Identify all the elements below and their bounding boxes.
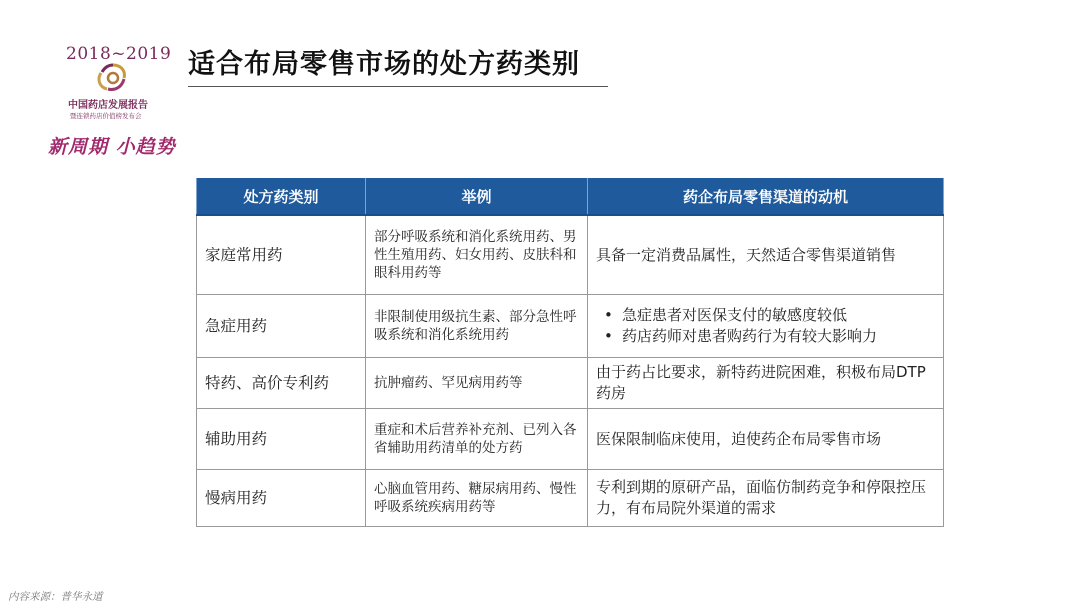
header-category: 处方药类别	[197, 178, 366, 215]
examples-cell: 非限制使用级抗生素、部分急性呼吸系统和消化系统用药	[366, 295, 588, 358]
category-cell: 特药、高价专利药	[197, 358, 366, 409]
slogan: 新周期 小趋势	[48, 136, 176, 158]
motive-cell: 具备一定消费品属性，天然适合零售渠道销售	[588, 215, 944, 295]
motive-cell	[588, 295, 944, 358]
logo-subtitle: 暨连锁药店价值榜发布会	[70, 112, 142, 120]
source-note: 内容来源：普华永道	[8, 591, 103, 603]
examples-cell: 重症和术后营养补充剂、已列入各省辅助用药清单的处方药	[366, 409, 588, 470]
motive-cell: 专利到期的原研产品，面临仿制药竞争和停限控压力，有布局院外渠道的需求	[588, 470, 944, 527]
logo-years: 2018~2019	[66, 44, 172, 64]
header-motive: 药企布局零售渠道的动机	[588, 178, 944, 215]
motive-bullet: • 急症患者对医保支付的敏感度较低	[596, 305, 935, 326]
motive-bullet: • 药店药师对患者购药行为有较大影响力	[596, 326, 935, 347]
motive-bullet-list	[596, 305, 935, 347]
examples-cell: 抗肿瘤药、罕见病用药等	[366, 358, 588, 409]
motive-cell: 医保限制临床使用，迫使药企布局零售市场	[588, 409, 944, 470]
title-divider	[188, 86, 608, 87]
prescription-drug-table	[196, 178, 944, 527]
table-row	[197, 215, 944, 295]
table-row	[197, 409, 944, 470]
report-logo-icon	[93, 62, 133, 96]
logo-name: 中国药店发展报告	[68, 100, 148, 111]
table-row	[197, 470, 944, 527]
category-cell: 辅助用药	[197, 409, 366, 470]
header-examples: 举例	[366, 178, 588, 215]
table-row	[197, 295, 944, 358]
motive-cell: 由于药占比要求，新特药进院困难，积极布局DTP药房	[588, 358, 944, 409]
category-cell: 急症用药	[197, 295, 366, 358]
category-cell: 慢病用药	[197, 470, 366, 527]
page-title: 适合布局零售市场的处方药类别	[188, 49, 580, 80]
examples-cell: 部分呼吸系统和消化系统用药、男性生殖用药、妇女用药、皮肤科和眼科用药等	[366, 215, 588, 295]
category-cell: 家庭常用药	[197, 215, 366, 295]
table-header-row	[197, 178, 944, 215]
table-row	[197, 358, 944, 409]
examples-cell: 心脑血管用药、糖尿病用药、慢性呼吸系统疾病用药等	[366, 470, 588, 527]
